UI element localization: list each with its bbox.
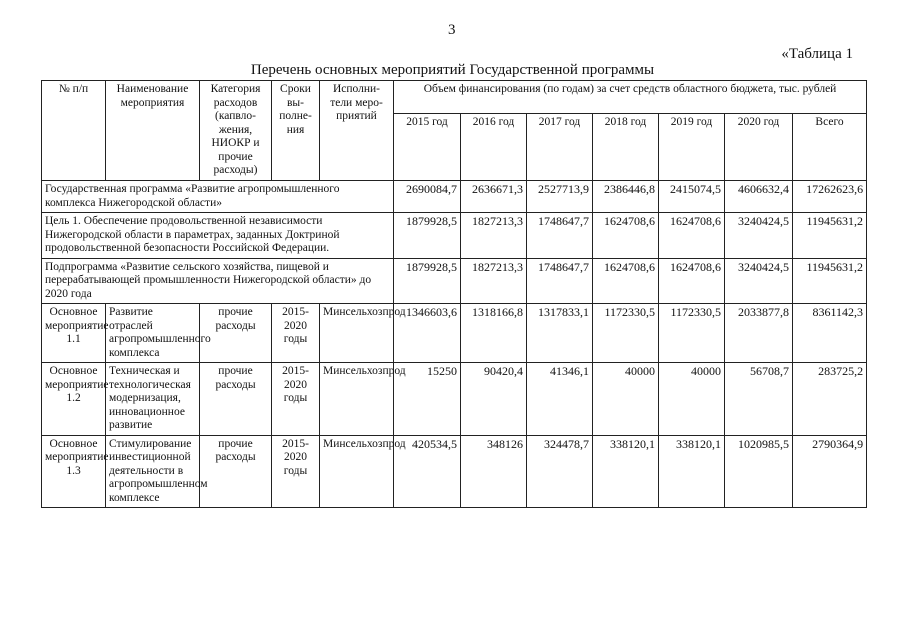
value-cell: 3240424,5 bbox=[725, 258, 793, 304]
activity-category: прочие расходы bbox=[200, 435, 272, 508]
table-row bbox=[42, 213, 867, 259]
activity-executor: Минсельхозпрод bbox=[320, 304, 394, 363]
total-cell: 17262623,6 bbox=[793, 181, 867, 213]
activity-executor: Минсельхозпрод bbox=[320, 363, 394, 436]
activity-terms: 2015-2020 годы bbox=[272, 435, 320, 508]
value-cell: 324478,7 bbox=[527, 435, 593, 508]
value-cell: 1172330,5 bbox=[593, 304, 659, 363]
header-executors: Исполни-тели меро-приятий bbox=[320, 81, 394, 181]
header-name: Наименование мероприятия bbox=[106, 81, 200, 181]
activity-terms: 2015-2020 годы bbox=[272, 304, 320, 363]
header-category: Категория расходов (капвло-жения, НИОКР и прочие расходы) bbox=[200, 81, 272, 181]
header-funding: Объем финансирования (по годам) за счет средств областного бюджета, тыс. рублей bbox=[394, 81, 867, 114]
header-year: 2018 год bbox=[593, 114, 659, 181]
total-cell: 11945631,2 bbox=[793, 258, 867, 304]
header-total: Всего bbox=[793, 114, 867, 181]
value-cell: 338120,1 bbox=[593, 435, 659, 508]
value-cell: 2527713,9 bbox=[527, 181, 593, 213]
table-row bbox=[42, 181, 867, 213]
value-cell: 2636671,3 bbox=[461, 181, 527, 213]
value-cell: 338120,1 bbox=[659, 435, 725, 508]
value-cell: 1624708,6 bbox=[659, 258, 725, 304]
subprogram-title: Подпрограмма «Развитие сельского хозяйства, пищевой и перерабатывающей промышленности Нижегородской области» до 2020 года bbox=[42, 258, 394, 304]
activity-name: Стимулирование инвестиционной деятельности в агропромышленном комплексе bbox=[106, 435, 200, 508]
total-cell: 11945631,2 bbox=[793, 213, 867, 259]
value-cell: 2033877,8 bbox=[725, 304, 793, 363]
value-cell: 40000 bbox=[659, 363, 725, 436]
total-cell: 2790364,9 bbox=[793, 435, 867, 508]
activity-row bbox=[42, 363, 867, 436]
activity-num: Основное мероприятие 1.1 bbox=[42, 304, 106, 363]
value-cell: 2690084,7 bbox=[394, 181, 461, 213]
header-year: 2017 год bbox=[527, 114, 593, 181]
activity-executor: Минсельхозпрод bbox=[320, 435, 394, 508]
value-cell: 1748647,7 bbox=[527, 258, 593, 304]
activity-row bbox=[42, 435, 867, 508]
activity-terms: 2015-2020 годы bbox=[272, 363, 320, 436]
value-cell: 1827213,3 bbox=[461, 258, 527, 304]
goal-title: Цель 1. Обеспечение продовольственной независимости Нижегородской области в параметрах, заданных Доктриной продовольственной безопасности Российской Федерации. bbox=[42, 213, 394, 259]
page-number: 3 bbox=[448, 22, 456, 38]
header-year: 2019 год bbox=[659, 114, 725, 181]
value-cell: 1346603,6 bbox=[394, 304, 461, 363]
value-cell: 348126 bbox=[461, 435, 527, 508]
value-cell: 2386446,8 bbox=[593, 181, 659, 213]
header-terms: Сроки вы-полне-ния bbox=[272, 81, 320, 181]
value-cell: 40000 bbox=[593, 363, 659, 436]
value-cell: 1827213,3 bbox=[461, 213, 527, 259]
header-year: 2020 год bbox=[725, 114, 793, 181]
value-cell: 1318166,8 bbox=[461, 304, 527, 363]
value-cell: 3240424,5 bbox=[725, 213, 793, 259]
value-cell: 4606632,4 bbox=[725, 181, 793, 213]
header-row bbox=[42, 81, 867, 114]
value-cell: 90420,4 bbox=[461, 363, 527, 436]
value-cell: 1879928,5 bbox=[394, 258, 461, 304]
table-caption: «Таблица 1 bbox=[781, 46, 853, 62]
header-year: 2015 год bbox=[394, 114, 461, 181]
table-title: Перечень основных мероприятий Государственной программы bbox=[250, 62, 655, 78]
value-cell: 1624708,6 bbox=[593, 213, 659, 259]
activity-name: Техническая и технологическая модернизация, инновационное развитие bbox=[106, 363, 200, 436]
activity-row bbox=[42, 304, 867, 363]
total-cell: 8361142,3 bbox=[793, 304, 867, 363]
value-cell: 1879928,5 bbox=[394, 213, 461, 259]
value-cell: 41346,1 bbox=[527, 363, 593, 436]
value-cell: 1624708,6 bbox=[593, 258, 659, 304]
activity-name: Развитие отраслей агропромышленного комплекса bbox=[106, 304, 200, 363]
activity-category: прочие расходы bbox=[200, 304, 272, 363]
header-num: № п/п bbox=[42, 81, 106, 181]
funding-table bbox=[41, 80, 867, 508]
value-cell: 420534,5 bbox=[394, 435, 461, 508]
activity-category: прочие расходы bbox=[200, 363, 272, 436]
value-cell: 15250 bbox=[394, 363, 461, 436]
total-cell: 283725,2 bbox=[793, 363, 867, 436]
activity-num: Основное мероприятие 1.2 bbox=[42, 363, 106, 436]
header-year: 2016 год bbox=[461, 114, 527, 181]
value-cell: 1317833,1 bbox=[527, 304, 593, 363]
value-cell: 1020985,5 bbox=[725, 435, 793, 508]
activity-num: Основное мероприятие 1.3 bbox=[42, 435, 106, 508]
value-cell: 2415074,5 bbox=[659, 181, 725, 213]
value-cell: 1748647,7 bbox=[527, 213, 593, 259]
program-title: Государственная программа «Развитие агропромышленного комплекса Нижегородской области» bbox=[42, 181, 394, 213]
value-cell: 1624708,6 bbox=[659, 213, 725, 259]
value-cell: 56708,7 bbox=[725, 363, 793, 436]
value-cell: 1172330,5 bbox=[659, 304, 725, 363]
table-row bbox=[42, 258, 867, 304]
